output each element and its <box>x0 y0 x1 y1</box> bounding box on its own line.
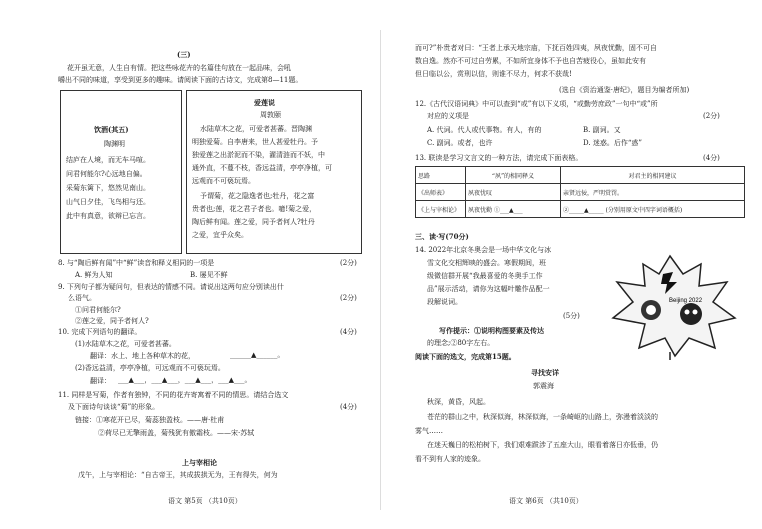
q9-stem-2: 么语气。 <box>68 294 96 302</box>
essay2-line: 看不到有人家的迹象。 <box>415 455 485 463</box>
q14-line: 品”展示活动，请你为这幅叶雕作品配一 <box>427 285 550 293</box>
panda-icon <box>680 303 702 325</box>
q8-option-b: B. 屡见不鲜 <box>190 271 228 279</box>
q10-item-1: (1)水陆草木之花，可爱者甚蕃。 <box>75 340 176 348</box>
q10-answer-1: 翻译：水上、地上各种草木的花， <box>90 352 195 360</box>
leaf-carving-illustration <box>603 252 738 360</box>
top-line: 而可?”朴贵者对曰：“王者上承天地宗庙，下抚百姓四夷，夙夜忧勤，固不可自 <box>415 44 657 52</box>
table-cell-text: 夙夜忧勤 <box>468 206 493 214</box>
q11-score: (4分) <box>340 403 357 411</box>
q13-score: (4分) <box>703 154 720 162</box>
essay-line: 明独爱菊。自李唐来，世人甚爱牡丹。予 <box>192 138 318 146</box>
q11-link-1: 链接：①寒花开已尽，菊蕊独盈枝。——唐·杜甫 <box>75 416 225 424</box>
q8-option-a: A. 鲜为人知 <box>75 271 113 279</box>
q12-option-d: D. 迷惑。后作“惑” <box>583 139 642 147</box>
section-title: (三) <box>177 50 191 59</box>
page-footer: 语文 第5页 （共10页） <box>168 497 242 505</box>
essay-line: 水陆草木之花，可爱者甚蕃。晋陶渊 <box>200 125 312 133</box>
essay2-line: 雾气…… <box>415 427 443 435</box>
poem-line: 山气日夕佳，飞鸟相与还。 <box>66 198 150 206</box>
q10-answer-2: 翻译： <box>90 377 111 385</box>
right-page <box>381 0 762 529</box>
q10-stem: 10. 完成下列语句的翻译。 <box>58 328 142 336</box>
q13-stem: 13. 联读是学习文言文的一种方法，请完成下面表格。 <box>415 154 583 162</box>
blank-mark[interactable]: ___▲___，___▲___，___▲___，___▲___。 <box>118 376 252 384</box>
q12-option-b: B. 副词。又 <box>583 126 621 134</box>
q14-line: 级微信群开展“我最喜爱的冬奥手工作 <box>427 272 543 280</box>
q9-sentence-2: ②莲之爱，同予者何人? <box>75 317 149 325</box>
poem-line: 此中有真意，欲辩已忘言。 <box>66 212 150 220</box>
mascot-face-icon <box>646 305 656 315</box>
table-cell: 夙夜忧叹 <box>466 184 561 201</box>
q8-score: (2分) <box>340 259 357 267</box>
essay-line: 陶后鲜有闻。莲之爱，同予者何人?牡丹 <box>192 218 315 226</box>
table-cell: 夙夜忧勤 ①___▲___ <box>466 201 561 218</box>
essay-line: 之爱，宜乎众矣。 <box>192 231 248 239</box>
q12-score: (2分) <box>703 112 720 120</box>
section-3-title: 三、读·写(70分) <box>415 232 469 241</box>
top-line: 但日临以公，赏刑以信，则谁不尽力，何求不获哉! <box>415 70 572 78</box>
essay-author: 周敦颐 <box>260 111 281 119</box>
table-cell: 《上与宰相论》 <box>416 201 466 218</box>
table-header: 对君主的相同建议 <box>561 167 745 184</box>
table-header: “夙”的相同释义 <box>466 167 561 184</box>
q14-line: 14. 2022年北京冬奥会是一场中华文化与冰 <box>415 246 552 254</box>
essay-line: 独爱莲之出淤泥而不染，濯清涟而不妖，中 <box>192 151 325 159</box>
q8-stem: 8. 与“陶后鲜有闻”中“鲜”读音和释义相同的一项是 <box>58 259 215 267</box>
source-note: (选自《资治通鉴·唐纪》，题目为编者所加) <box>559 86 690 94</box>
q11-stem: 11. 同样是写菊，作者有独钟，不同的花卉寄寓着不同的情思。请结合选文 <box>58 391 289 399</box>
q9-score: (2分) <box>340 294 357 302</box>
table-header: 思路 <box>416 167 466 184</box>
illustration-text: Beijing 2022 <box>669 298 703 304</box>
q9-stem: 9. 下列句子都为疑问句，但表达的情感不同。请说出这两句应分别读出什 <box>58 283 284 291</box>
table-cell: ②_____▲_____ (分别用原文中四字词语概括) <box>561 201 745 218</box>
reading-title: 上与宰相论 <box>182 458 217 467</box>
essay-line: 远观而不可亵玩焉。 <box>192 177 255 185</box>
leaf-outline <box>613 256 735 356</box>
q14-line: 段解说词。 <box>427 298 462 306</box>
poem-line: 结庐在人境，而无车马喧。 <box>66 156 150 164</box>
writing-hint-2: 的理念;②80字左右。 <box>427 339 495 347</box>
poem-author: 陶渊明 <box>104 140 125 148</box>
essay-line: 予谓菊，花之隐逸者也;牡丹，花之富 <box>200 192 315 200</box>
q11-link-2: ②荷尽已无擎雨盖，菊残犹有傲霜枝。——宋·苏轼 <box>98 429 255 437</box>
q14-line: 雪文化交相辉映的盛会。寒假期间，班 <box>427 259 546 267</box>
blank-marker[interactable]: ② <box>563 206 570 214</box>
table-note: (分别用原文中四字词语概括) <box>605 206 683 214</box>
essay2-line: 苍茫的群山之中，秋深似海，林深似海，一条崎岖的山路上，弥漫着淡淡的 <box>427 413 658 421</box>
q10-score: (4分) <box>340 328 357 336</box>
table-cell: 亲贤远佞，严明赏罚。 <box>561 184 745 201</box>
essay-line: 贵者也;莲，花之君子者也。噫!菊之爱， <box>192 205 317 213</box>
essay2-author: 郭震海 <box>533 382 554 390</box>
eye-icon <box>693 310 698 315</box>
blank-mark[interactable]: ______▲______。 <box>230 351 285 359</box>
intro-line-2: 嚼出不同的味道，享受到更多的趣味。请阅读下面的古诗文，完成第8—11题。 <box>58 76 303 84</box>
q9-sentence-1: ①问君何能尔? <box>75 306 121 314</box>
top-line: 数自逸。然亦不可过自劳累，不如所宜身体不予也自苦疲役心，虽如此安有 <box>415 57 646 65</box>
q12-option-a: A. 代词。代人或代事物。有人，有的 <box>427 126 542 134</box>
blank-marker[interactable]: ① <box>493 206 500 214</box>
q12-option-c: C. 副词。或者，也许 <box>427 139 493 147</box>
essay2-line: 在迷天巍日的松柏树下，我们艰难跋涉了五座大山，眼看着落日亦低垂，仍 <box>427 441 658 449</box>
intro-line-1: 花开虽无意，人生自有情。把这些咏花卉的名篇佳句放在一起品味，会吼 <box>67 64 291 72</box>
writing-hint: 写作提示：①说明构图要素及传达 <box>439 326 544 335</box>
table-cell: 《出师表》 <box>416 184 466 201</box>
reading-line: 戊午，上与宰相论：“自古帝王，其成拔拱无为，王有得失，何为 <box>78 471 278 479</box>
read-instruction: 阅读下面的选文，完成第15题。 <box>415 352 516 361</box>
page-footer: 语文 第6页 （共10页） <box>509 497 583 505</box>
essay-title: 爱莲说 <box>254 98 275 107</box>
eye-icon <box>685 310 690 315</box>
q12-stem-2: 对应的义项是 <box>427 112 469 120</box>
essay2-title: 寻找安详 <box>531 368 559 377</box>
q10-item-2: (2)香远益清，亭亭净植，可远观而不可亵玩焉。 <box>75 364 225 372</box>
q14-score: (5分) <box>563 312 580 320</box>
essay2-line: 秋深，黄昏，风起。 <box>427 398 490 406</box>
poem-title: 饮酒(其五) <box>94 125 129 134</box>
poem-line: 问君何能尔?心远地自偏。 <box>66 170 147 178</box>
essay-line: 通外直，不蔓不枝，香远益清，亭亭净植，可 <box>192 164 332 172</box>
q12-stem: 12.《古代汉语词典》中可以查到“或”有以下义项，“或勤劳庶政”一句中“或”所 <box>415 100 658 108</box>
q11-stem-2: 及下面诗句谈谈“菊”的形象。 <box>68 403 160 411</box>
poem-line: 采菊东篱下，悠然见南山。 <box>66 184 150 192</box>
q13-table <box>415 166 745 218</box>
